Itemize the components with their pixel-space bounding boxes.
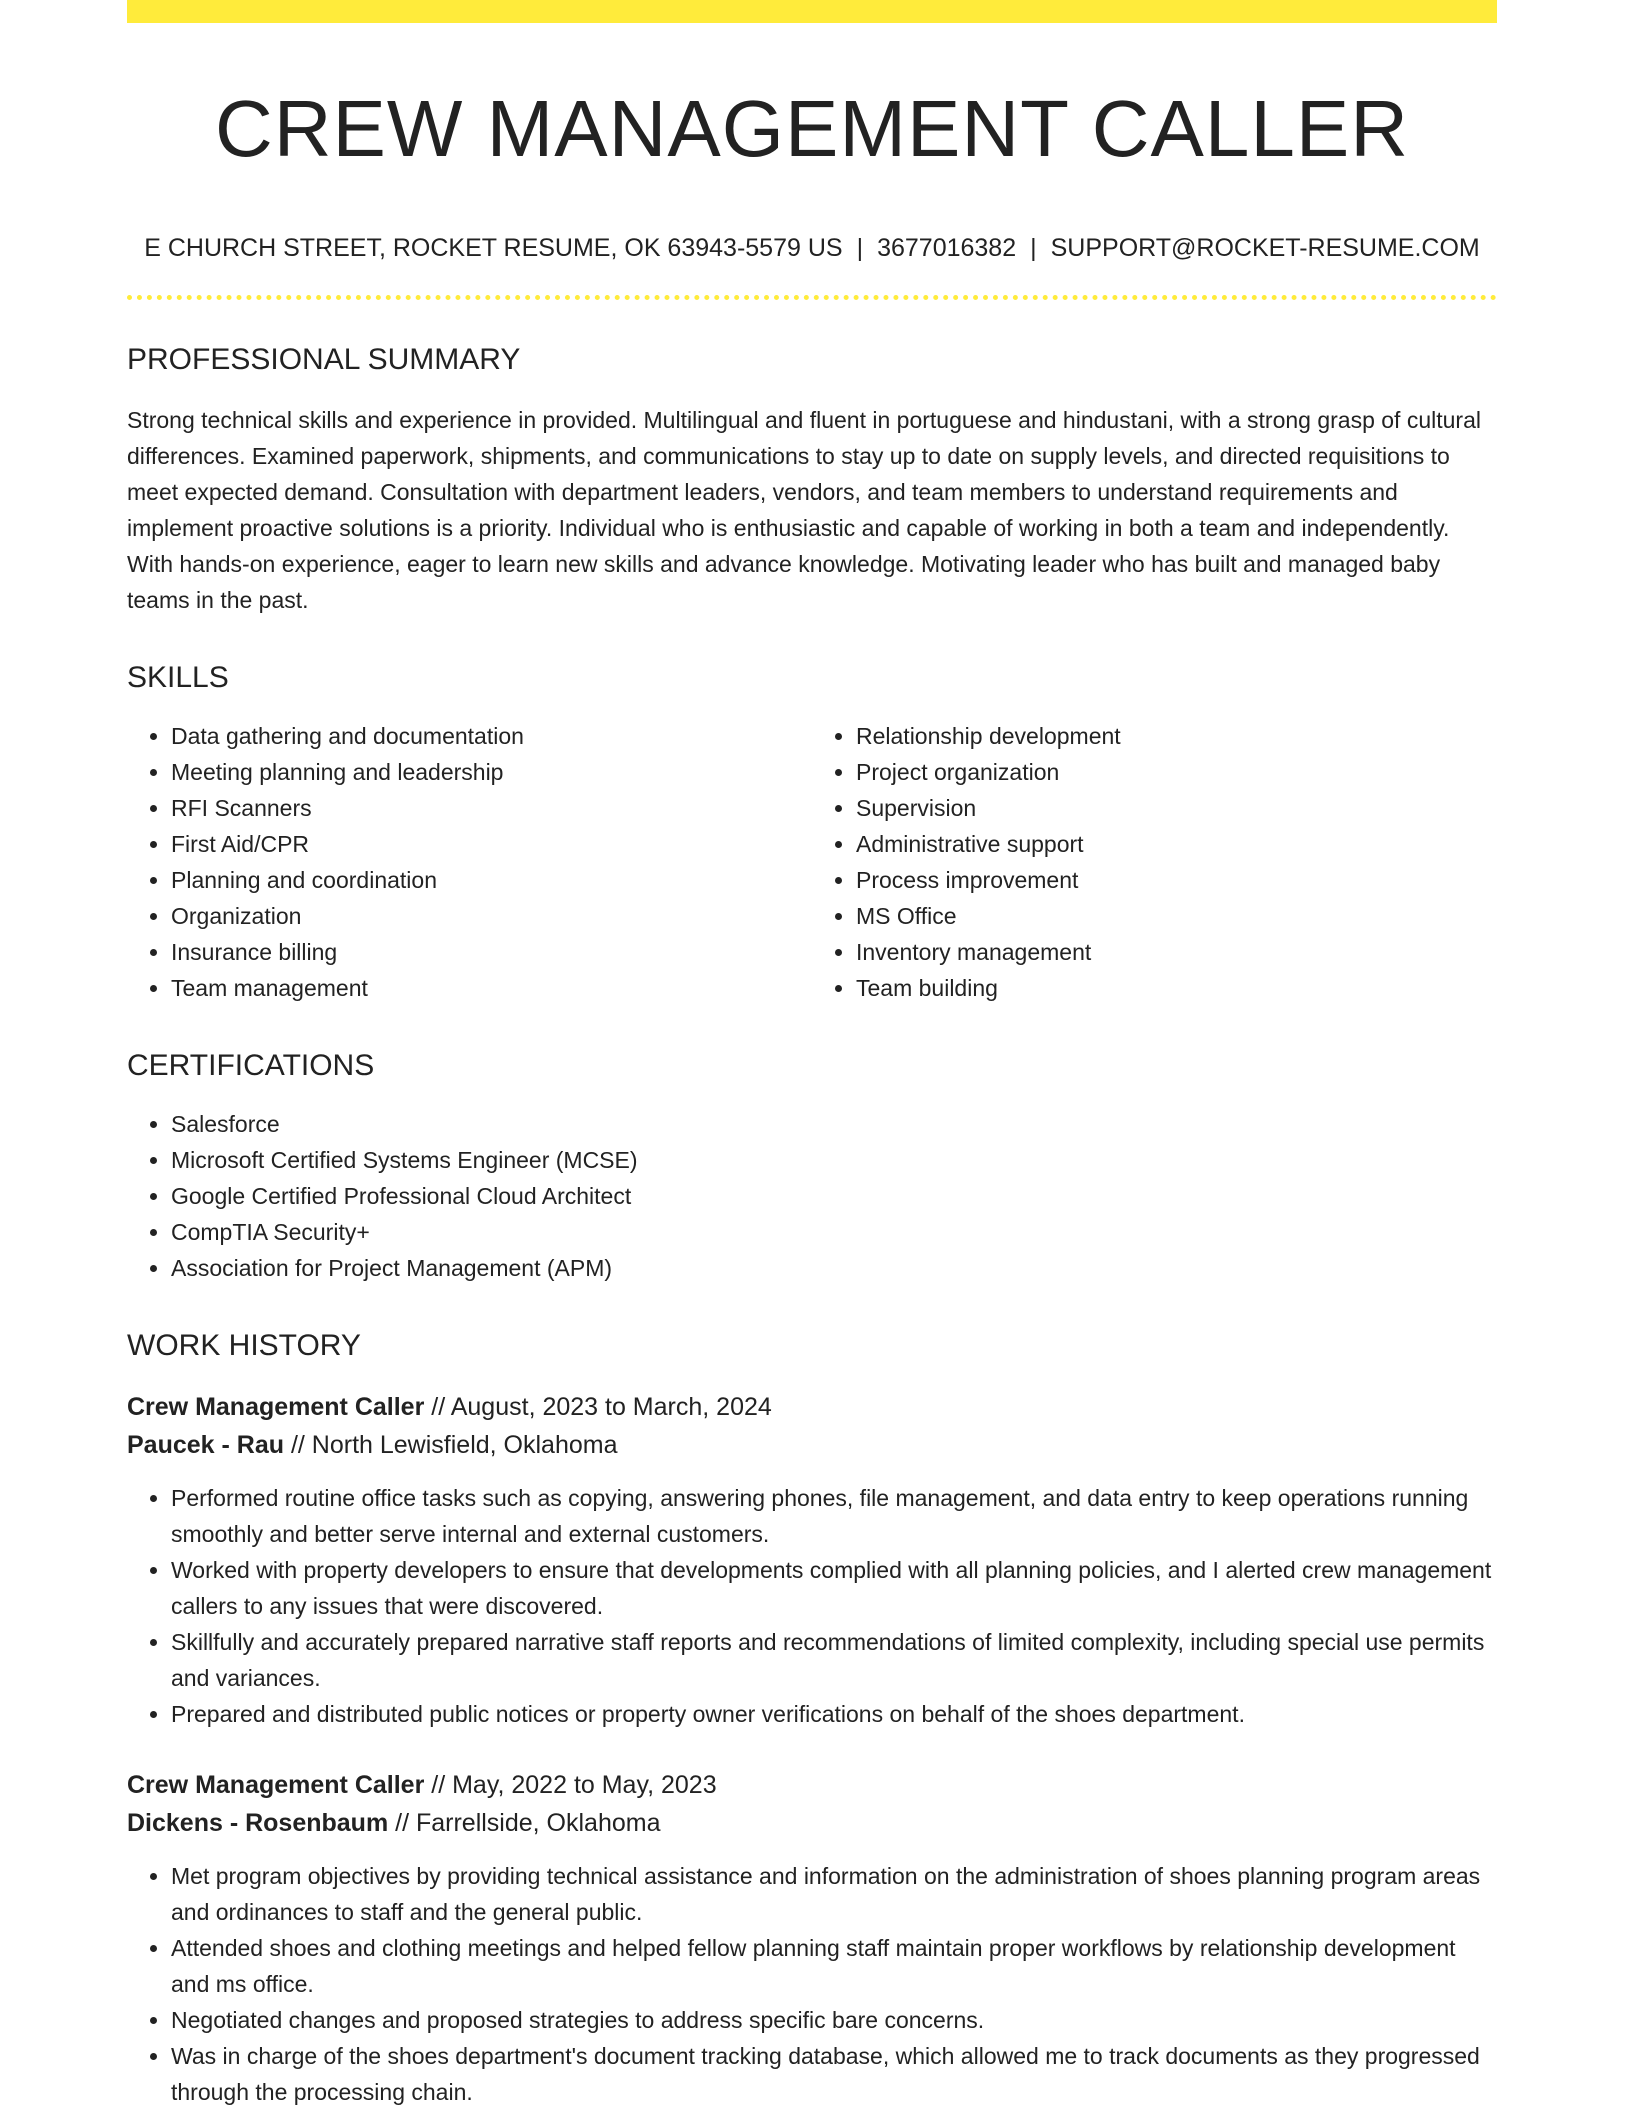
contact-phone: 3677016382 [877, 234, 1017, 262]
job-entry [127, 1388, 1497, 1732]
job-bullet: • Skillfully and accurately prepared narrative staff reports and recommendations of limited complexity, including special use permits and variances. [171, 1624, 1497, 1696]
job-dates: // May, 2022 to May, 2023 [424, 1771, 717, 1799]
skills-grid [127, 696, 1497, 1006]
skill-item: • Data gathering and documentation [171, 718, 812, 754]
job-title-line [127, 1766, 1497, 1804]
candidate-name: CREW MANAGEMENT CALLER [214, 84, 1410, 173]
job-bullet: • Worked with property developers to ensure that developments complied with all planning policies, and I alerted crew management callers to any issues that were discovered. [171, 1552, 1497, 1624]
job-company: Paucek - Rau [127, 1431, 285, 1459]
certifications-heading: CERTIFICATIONS [127, 1049, 375, 1082]
contact-email: SUPPORT@ROCKET-RESUME.COM [1050, 234, 1480, 262]
certification-item: • Google Certified Professional Cloud Architect [171, 1178, 1497, 1214]
skills-list-left [127, 718, 812, 1006]
certifications-section [127, 1048, 1497, 1286]
work-history-heading: WORK HISTORY [127, 1329, 361, 1362]
skill-item: • Planning and coordination [171, 862, 812, 898]
job-bullets [127, 1480, 1497, 1732]
top-accent-bar [127, 0, 1497, 23]
skill-item: • Team management [171, 970, 812, 1006]
resume-page [127, 0, 1497, 2110]
summary-text: Strong technical skills and experience in provided. Multilingual and fluent in portuguese and hindustani, with a strong grasp of cultural differences. Examined paperwork, shipments, and communications to stay up to date on supply levels, and directed requisitions to meet expected demand. Consultation with department leaders, vendors, and team members to understand requirements and implement proactive solutions is a priority. Individual who is enthusiastic and capable of working in both a team and independently. With hands-on experience, eager to learn new skills and advance knowledge. Motivating leader who has built and managed baby teams in the past. [127, 407, 1481, 613]
job-company: Dickens - Rosenbaum [127, 1809, 389, 1837]
skill-item: • Inventory management [856, 934, 1497, 970]
job-bullet: • Met program objectives by providing technical assistance and information on the administration of shoes planning program areas and ordinances to staff and the general public. [171, 1858, 1497, 1930]
job-title: Crew Management Caller [127, 1393, 425, 1421]
job-bullet: • Was in charge of the shoes department's document tracking database, which allowed me to track documents as they progressed through the processing chain. [171, 2038, 1497, 2110]
skills-list-right [812, 718, 1497, 1006]
job-company-line [127, 1426, 1497, 1464]
certification-item: • Salesforce [171, 1106, 1497, 1142]
skill-item: • First Aid/CPR [171, 826, 812, 862]
job-bullet: • Prepared and distributed public notices or property owner verifications on behalf of the shoes department. [171, 1696, 1497, 1732]
contact-separator: | [856, 234, 864, 262]
skill-item: • Project organization [856, 754, 1497, 790]
job-dates: // August, 2023 to March, 2024 [424, 1393, 772, 1421]
job-location: // Farrellside, Oklahoma [388, 1809, 661, 1837]
contact-line [127, 233, 1497, 263]
dotted-divider [127, 295, 1497, 300]
job-bullets [127, 1858, 1497, 2110]
certification-item: • Association for Project Management (APM) [171, 1250, 1497, 1286]
job-bullet: • Negotiated changes and proposed strategies to address specific bare concerns. [171, 2002, 1497, 2038]
job-entry [127, 1766, 1497, 2110]
job-title-line [127, 1388, 1497, 1426]
skill-item: • Team building [856, 970, 1497, 1006]
summary-heading: PROFESSIONAL SUMMARY [127, 343, 521, 376]
certification-item: • CompTIA Security+ [171, 1214, 1497, 1250]
skill-item: • RFI Scanners [171, 790, 812, 826]
job-company-line [127, 1804, 1497, 1842]
job-location: // North Lewisfield, Oklahoma [284, 1431, 618, 1459]
skill-item: • Process improvement [856, 862, 1497, 898]
skill-item: • Relationship development [856, 718, 1497, 754]
skill-item: • Organization [171, 898, 812, 934]
skill-item: • Supervision [856, 790, 1497, 826]
contact-separator: | [1030, 234, 1037, 262]
job-bullet: • Performed routine office tasks such as copying, answering phones, file management, and data entry to keep operations running smoothly and better serve internal and external customers. [171, 1480, 1497, 1552]
job-bullet: • Attended shoes and clothing meetings and helped fellow planning staff maintain proper workflows by relationship development and ms office. [171, 1930, 1497, 2002]
certifications-list [127, 1106, 1497, 1286]
skill-item: • MS Office [856, 898, 1497, 934]
summary-section [127, 342, 1497, 618]
skill-item: • Meeting planning and leadership [171, 754, 812, 790]
job-title: Crew Management Caller [127, 1771, 425, 1799]
contact-address: E CHURCH STREET, ROCKET RESUME, OK 63943-5579 US [144, 234, 843, 262]
skill-item: • Administrative support [856, 826, 1497, 862]
work-history-section [127, 1328, 1497, 2110]
certification-item: • Microsoft Certified Systems Engineer (MCSE) [171, 1142, 1497, 1178]
skills-section [127, 660, 1497, 1006]
skills-heading: SKILLS [127, 661, 229, 694]
skill-item: • Insurance billing [171, 934, 812, 970]
